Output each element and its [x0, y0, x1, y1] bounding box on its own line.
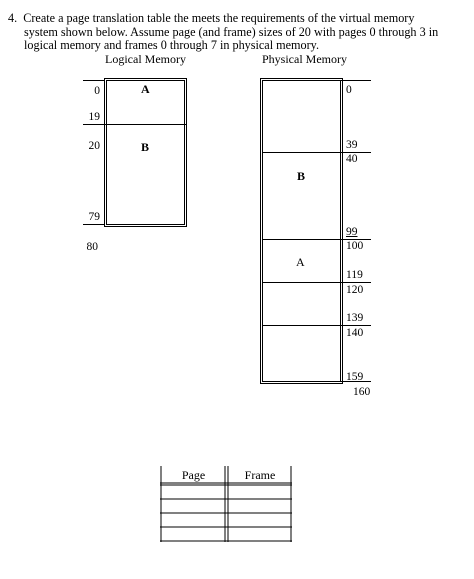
problem-line-1: [8, 12, 438, 26]
physical-address-40: 40: [346, 153, 358, 165]
logical-memory-title: Logical Memory: [105, 52, 186, 66]
physical-address-140: 140: [346, 327, 364, 339]
problem-line-3: logical memory and frames 0 through 7 in physical memory.: [24, 38, 320, 52]
logical-segment-b: B: [141, 140, 150, 154]
physical-segment-b: B: [297, 169, 306, 183]
logical-address-19: 19: [88, 111, 100, 123]
logical-address-79: 79: [88, 211, 100, 223]
logical-segment-a: A: [141, 82, 150, 96]
logical-address-80: 80: [86, 241, 98, 253]
physical-address-119: 119: [346, 269, 363, 281]
table-header-frame: Frame: [244, 468, 276, 482]
physical-address-139: 139: [346, 312, 364, 324]
physical-address-0: 0: [346, 84, 352, 96]
logical-page-divider: [83, 124, 186, 125]
problem-statement: [8, 12, 438, 53]
problem-text-1: Create a page translation table the meets the requirements of the virtual memory: [23, 11, 415, 25]
physical-address-159: 159: [346, 371, 364, 383]
physical-address-39: 39: [346, 139, 358, 151]
logical-address-20: 20: [88, 140, 100, 152]
physical-address-100: 100: [346, 240, 364, 252]
physical-address-99: 99: [346, 226, 358, 238]
logical-top-tick: [83, 80, 105, 81]
physical-memory-box: [262, 80, 341, 382]
table-header-page: Page: [181, 468, 206, 482]
physical-divider-120: [262, 282, 371, 283]
physical-address-160: 160: [353, 386, 371, 398]
physical-address-120: 120: [346, 284, 364, 296]
logical-address-0: 0: [94, 85, 100, 97]
physical-top-tick: [341, 80, 371, 81]
logical-bottom-tick: [83, 224, 105, 225]
physical-segment-a: A: [296, 255, 305, 269]
problem-line-2: system shown below. Assume page (and frame) sizes of 20 with pages 0 through 3 in: [24, 24, 439, 39]
page-translation-table: [160, 466, 292, 542]
problem-number: 4.: [8, 11, 18, 25]
physical-divider-140: [262, 325, 371, 326]
physical-memory-title: Physical Memory: [262, 52, 347, 66]
